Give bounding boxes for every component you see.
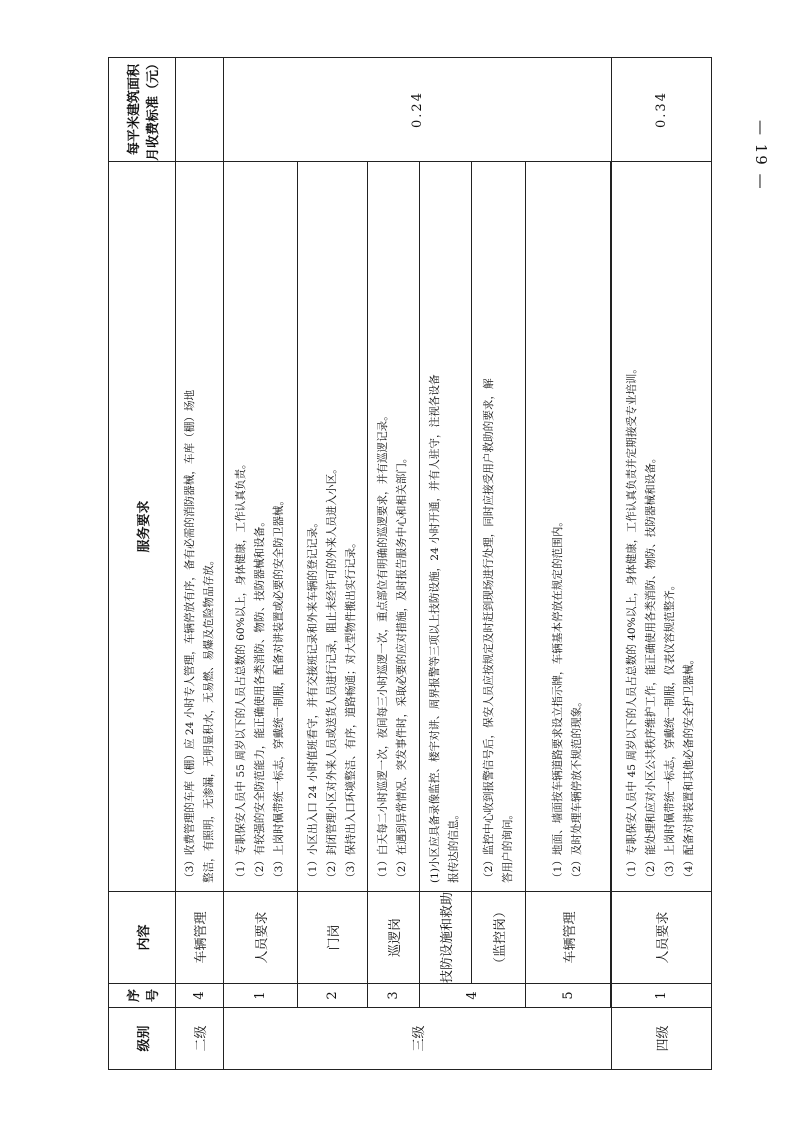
requirement-line: （1）白天每二小时巡逻一次，夜间每三小时巡逻一次，重点部位有明确的巡逻要求，并有巡逻记录。 [377,410,390,883]
fee-cell: 0.34 [611,58,711,162]
content-cell: 车辆管理 [176,892,224,984]
seq-cell: 4 [419,984,525,1008]
requirement-line: 答用户的询问。 [501,808,514,883]
requirement-line: (1)小区应具备录像监控、楼宇对讲、周界报警等三项以上技防设施，24 小时开通，并有人驻守，注视各设备 [429,374,442,883]
content-cell: 门岗 [298,892,368,984]
table-row [419,58,471,1070]
level-cell: 四级 [611,1008,711,1070]
level-cell: 三级 [224,1008,612,1070]
requirement-cell [176,162,224,892]
level-cell: 二级 [176,1008,224,1070]
table-row [471,58,525,1070]
table-row [367,58,419,1070]
content-cell: （监控岗） [471,892,525,984]
seq-cell: 3 [367,984,419,1008]
seq-cell: 4 [176,984,224,1008]
seq-cell: 1 [224,984,298,1008]
seq-cell: 5 [526,984,611,1008]
requirement-line: （2）在遇到异常情况、突发事件时，采取必要的应对措施，及时报告服务中心和相关部门。 [396,452,409,883]
content-cell: 人员要求 [224,892,298,984]
requirement-cell [471,162,525,892]
header-level: 级别 [109,1008,176,1070]
requirement-line: （4）配备对讲装置和其他必备的安全护卫器械。 [683,653,696,883]
requirement-line: （2）封闭管理小区对外来人员或送货人员进行记录，阻止未经许可的外来人员进入小区。 [325,463,338,883]
requirement-cell [298,162,368,892]
table-row [526,58,611,1070]
requirement-cell [526,162,611,892]
requirement-line: （3）保持出入口环境整洁、有序，道路畅通；对大型物件搬出实行记录。 [344,537,357,883]
header-content: 内容 [109,892,176,984]
requirement-line: （2）能处理和应对小区公共秩序维护工作，能正确使用各类消防、物防、技防器械和设备。 [645,452,658,883]
header-fee: 每平米建筑面积月收费标准（元） [109,58,176,162]
requirement-line: （1）专职保安人员中 45 周岁以下的人员占总数的 40%以上，身体健康，工作认真负责并定期接受专业培训。 [626,363,639,883]
seq-cell: 1 [611,984,711,1008]
requirement-line: （3）上岗时佩带统一标志，穿戴统一制服，仪表仪容规范整齐。 [664,579,677,883]
fee-cell [176,58,224,162]
requirement-line: （3）上岗时佩带统一标志，穿戴统一制服，配备对讲装置或必要的安全防卫器械。 [273,494,286,883]
requirement-line: （2）有较强的安全防范能力，能正确使用各类消防、物防、技防器械和设备。 [254,516,267,883]
requirement-cell [419,162,471,892]
requirement-cell [224,162,298,892]
requirement-line: （1）地面、墙面按车辆道路要求设立指示牌，车辆基本停放在规定的范围内。 [552,516,565,883]
requirement-cell [367,162,419,892]
requirement-line: （1）小区出入口 24 小时值班看守，并有交接班记录和外来车辆的登记记录。 [306,517,319,883]
seq-cell: 2 [298,984,368,1008]
table-row [176,58,224,1070]
requirement-line: （2）及时处理车辆停放不规范的现象。 [571,696,584,883]
table-row [611,58,711,1070]
requirement-line: （2）监控中心收到报警信号后，保安人员应按规定及时赶到现场进行处理，同时应接受用户救助的要求，解 [482,378,495,883]
table-row [224,58,298,1070]
service-standard-table [108,57,712,1070]
table-row [298,58,368,1070]
requirement-line: 整洁，有照明，无渗漏，无明显积水，无易燃、易爆及危险物品存放。 [202,554,215,883]
content-cell: 技防设施和救助 [419,892,471,984]
requirement-line: （1）专职保安人员中 55 周岁以下的人员占总数的 60%以上，身体健康，工作认真负责。 [235,458,248,883]
fee-cell: 0.24 [224,58,612,162]
header-seq: 序号 [109,984,176,1008]
rotated-table-container [108,58,712,1070]
requirement-line: （3）收费管理的车库（棚）应 24 小时专人管理，车辆停放有序，备有必需的消防器械，车库（棚）场地 [183,389,196,883]
requirement-line: 报传达的信息。 [448,808,461,883]
table-header-row [109,58,176,1070]
content-cell: 人员要求 [611,892,711,984]
content-cell: 巡逻岗 [367,892,419,984]
content-cell: 车辆管理 [526,892,611,984]
requirement-cell [611,162,711,892]
header-requirement: 服务要求 [109,162,176,892]
page-number: — 19 — [752,119,770,191]
